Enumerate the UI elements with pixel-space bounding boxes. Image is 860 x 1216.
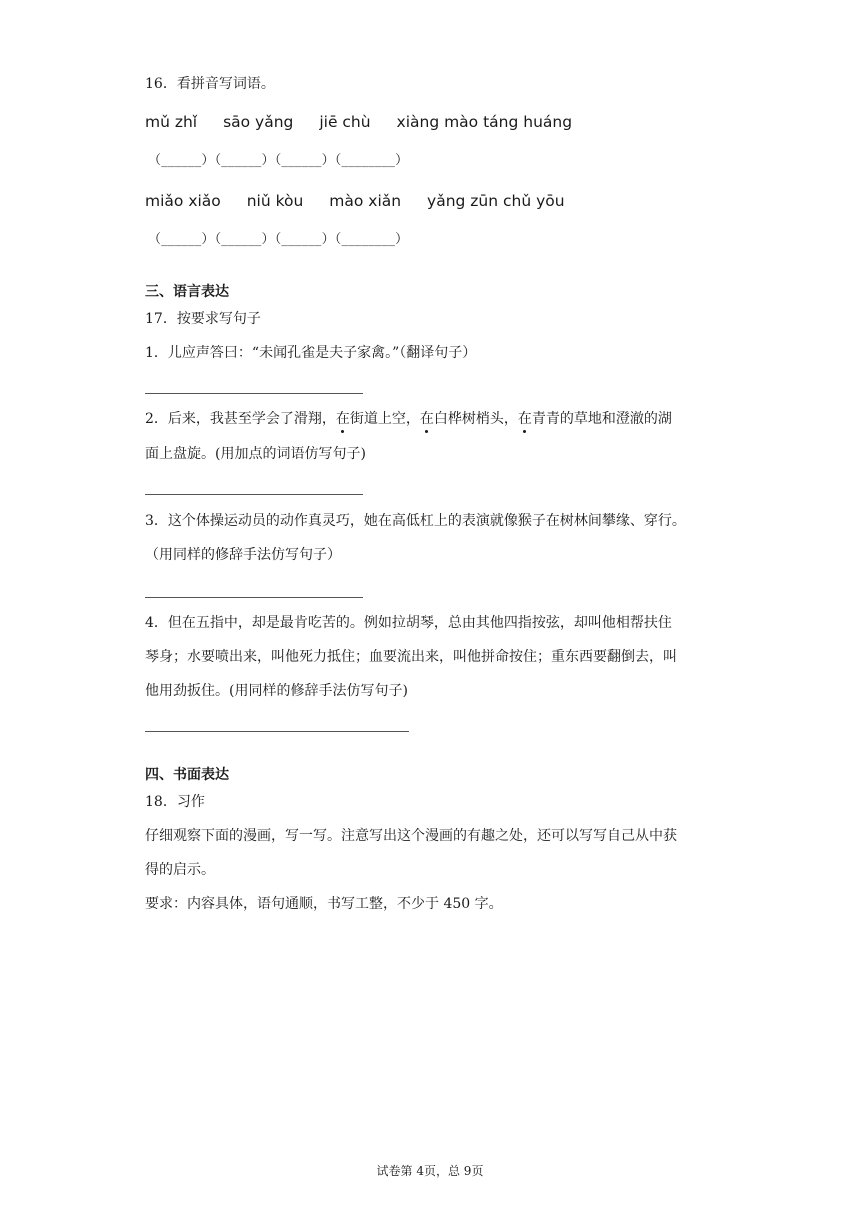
answer-line-3[interactable] [145, 597, 363, 598]
emphasis-dot-char: 在 [517, 411, 532, 427]
pinyin-word: mǔ zhǐ [145, 113, 198, 131]
answer-blanks-row-1[interactable]: （______）（______）（______）（________） [148, 153, 409, 168]
pinyin-word: niǔ kòu [246, 192, 304, 210]
q17-item-1: 1．儿应声答曰：“未闻孔雀是夫子家禽。”（翻译句子） [145, 345, 477, 361]
q17-item-3-line-1: 3．这个体操运动员的动作真灵巧，她在高低杠上的表演就像猴子在树林间攀缘、穿行。 [145, 513, 686, 529]
pinyin-word: jiē chù [319, 113, 371, 131]
pinyin-word: yǎng zūn chǔ yōu [427, 192, 565, 210]
emphasis-dot-char: 在 [335, 411, 350, 427]
q17-item-3-line-2: （用同样的修辞手法仿写句子） [145, 547, 341, 563]
q17-title: 17．按要求写句子 [145, 311, 261, 327]
emphasis-dot-char: 在 [419, 411, 434, 427]
pinyin-row-2 [145, 191, 586, 211]
q17-item-4-line-2: 琴身；水要喷出来，叫他死力抵住；血要流出来，叫他拼命按住；重东西要翻倒去，叫 [145, 649, 677, 665]
q17-item-4-line-3: 他用劲扳住。(用同样的修辞手法仿写句子) [145, 683, 408, 699]
q18-requirement: 要求：内容具体，语句通顺，书写工整，不少于 450 字。 [145, 896, 503, 912]
pinyin-word: xiàng mào táng huáng [396, 113, 573, 131]
pinyin-row-1 [145, 112, 593, 132]
q18-instruction-line-1: 仔细观察下面的漫画，写一写。注意写出这个漫画的有趣之处，还可以写写自己从中获 [145, 828, 677, 844]
page-footer: 试卷第 4页，总 9页 [376, 1164, 484, 1178]
pinyin-word: sāo yǎng [223, 113, 294, 131]
q17-item-4-line-1: 4．但在五指中，却是最肯吃苦的。例如拉胡琴，总由其他四指按弦，却叫他相帮扶住 [145, 615, 672, 631]
q17-item-2-line-1: 2．后来，我甚至学会了滑翔，在街道上空，在白桦树梢头，在青青的草地和澄澈的湖 [145, 411, 672, 427]
answer-line-1[interactable] [145, 393, 363, 394]
q16-title: 16．看拼音写词语。 [145, 76, 275, 92]
section-heading-language-expression: 三、语言表达 [145, 284, 229, 300]
answer-line-4[interactable] [145, 731, 409, 732]
answer-line-2[interactable] [145, 494, 363, 495]
q18-title: 18．习作 [145, 794, 205, 810]
pinyin-word: miǎo xiǎo [145, 192, 221, 210]
q17-item-2-line-2: 面上盘旋。(用加点的词语仿写句子) [145, 446, 366, 462]
q18-instruction-line-2: 得的启示。 [145, 862, 215, 878]
pinyin-word: mào xiǎn [329, 192, 402, 210]
answer-blanks-row-2[interactable]: （______）（______）（______）（________） [148, 232, 409, 247]
section-heading-written-expression: 四、书面表达 [145, 767, 229, 783]
